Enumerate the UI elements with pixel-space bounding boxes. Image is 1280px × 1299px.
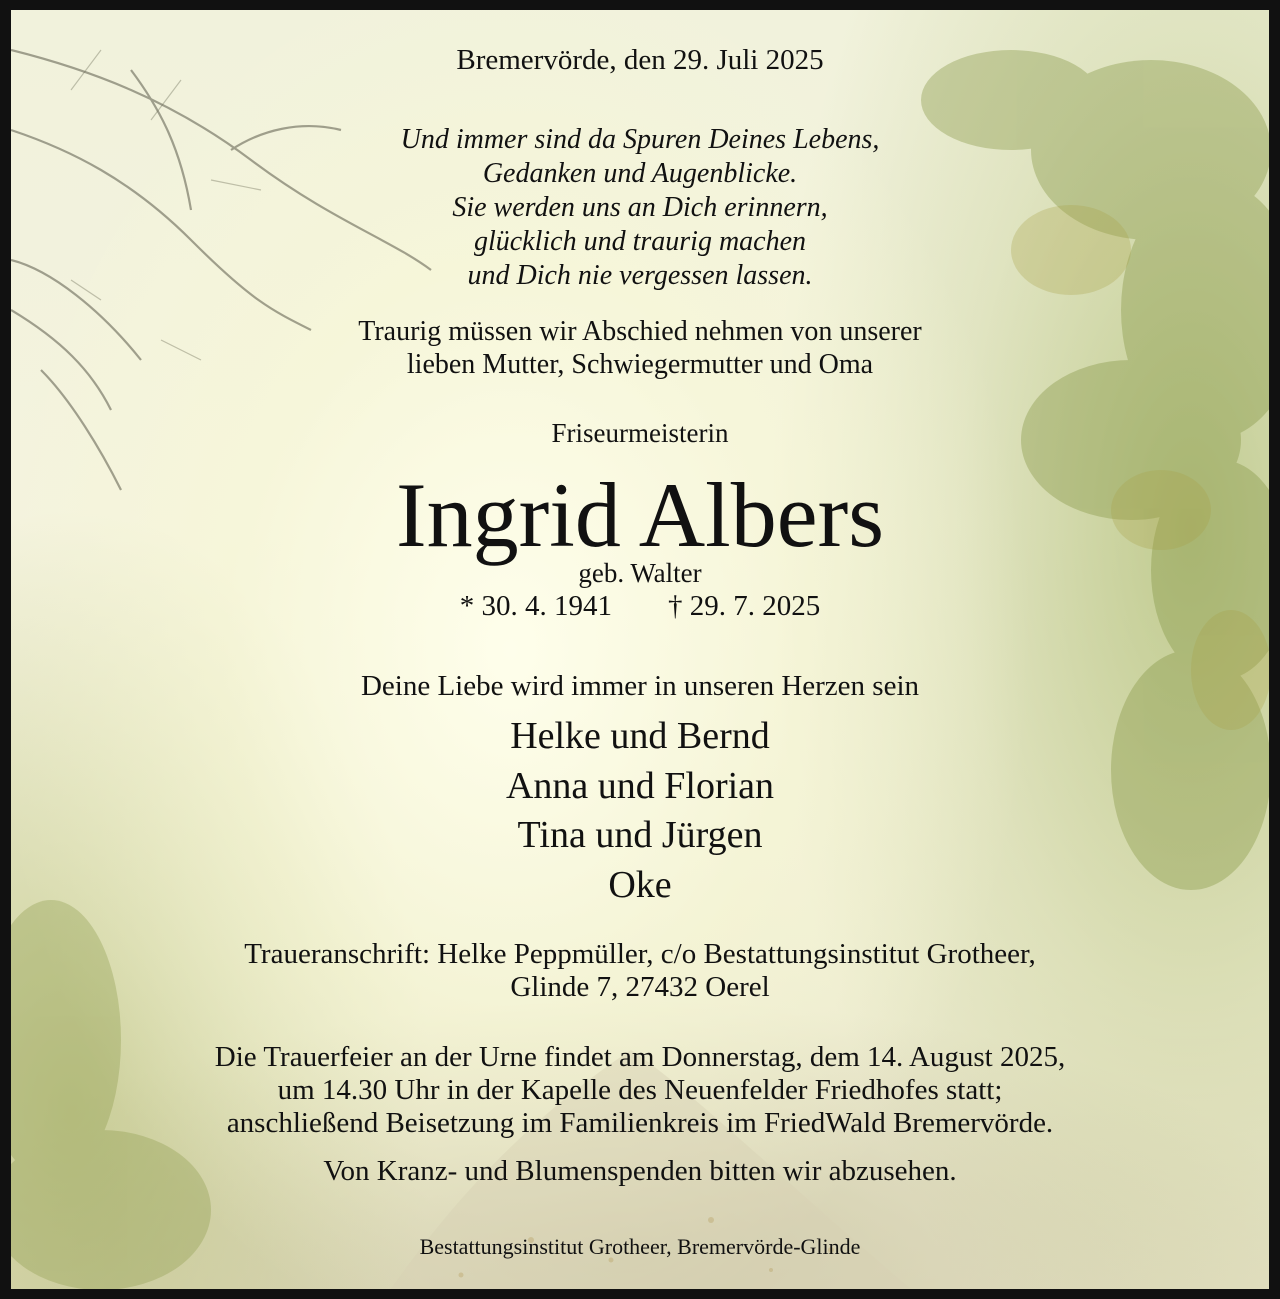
intro-line: lieben Mutter, Schwiegermutter und Oma xyxy=(406,349,874,380)
poem-line: und Dich nie vergessen lassen. xyxy=(467,260,813,291)
family-member: Helke und Bernd xyxy=(510,715,770,757)
address-line: Traueranschrift: Helke Peppmüller, c/o Bestattungsinstitut Grotheer, xyxy=(244,938,1036,970)
poem-line: Sie werden uns an Dich erinnern, xyxy=(452,192,828,223)
poem-line: Und immer sind da Spuren Deines Lebens, xyxy=(400,124,880,155)
poem-line: glücklich und traurig machen xyxy=(473,226,807,257)
service-line: Die Trauerfeier an der Urne findet am Donnerstag, dem 14. August 2025, xyxy=(214,1041,1066,1073)
intro-line: Traurig müssen wir Abschied nehmen von unserer xyxy=(358,316,922,347)
birth-name: geb. Walter xyxy=(578,558,702,588)
poem-line: Gedanken und Augenblicke. xyxy=(482,158,798,189)
life-dates xyxy=(11,590,1269,623)
family-member: Anna und Florian xyxy=(505,764,775,807)
birth-date: * 30. 4. 1941 xyxy=(459,590,612,622)
service-line: anschließend Beisetzung im Familienkreis im FriedWald Bremervörde. xyxy=(226,1107,1054,1139)
service-info xyxy=(11,1041,1269,1140)
deceased-name: Ingrid Albers xyxy=(395,464,885,566)
family-member: Tina und Jürgen xyxy=(517,814,763,856)
farewell-intro xyxy=(11,315,1269,381)
family-list xyxy=(11,712,1269,910)
mourning-address xyxy=(11,938,1269,1004)
profession: Friseurmeisterin xyxy=(551,418,729,448)
obituary-card xyxy=(11,10,1269,1289)
donation-request: Von Kranz- und Blumenspenden bitten wir abzusehen. xyxy=(323,1155,957,1187)
service-line: um 14.30 Uhr in der Kapelle des Neuenfelder Friedhofes statt; xyxy=(277,1074,1003,1106)
death-date: † 29. 7. 2025 xyxy=(668,590,821,622)
address-line: Glinde 7, 27432 Oerel xyxy=(510,971,770,1003)
date-line: Bremervörde, den 29. Juli 2025 xyxy=(456,44,824,76)
love-line: Deine Liebe wird immer in unseren Herzen sein xyxy=(360,670,920,702)
funeral-home: Bestattungsinstitut Grotheer, Bremervörde-Glinde xyxy=(419,1234,861,1259)
poem xyxy=(11,123,1269,293)
family-member: Oke xyxy=(608,863,672,906)
